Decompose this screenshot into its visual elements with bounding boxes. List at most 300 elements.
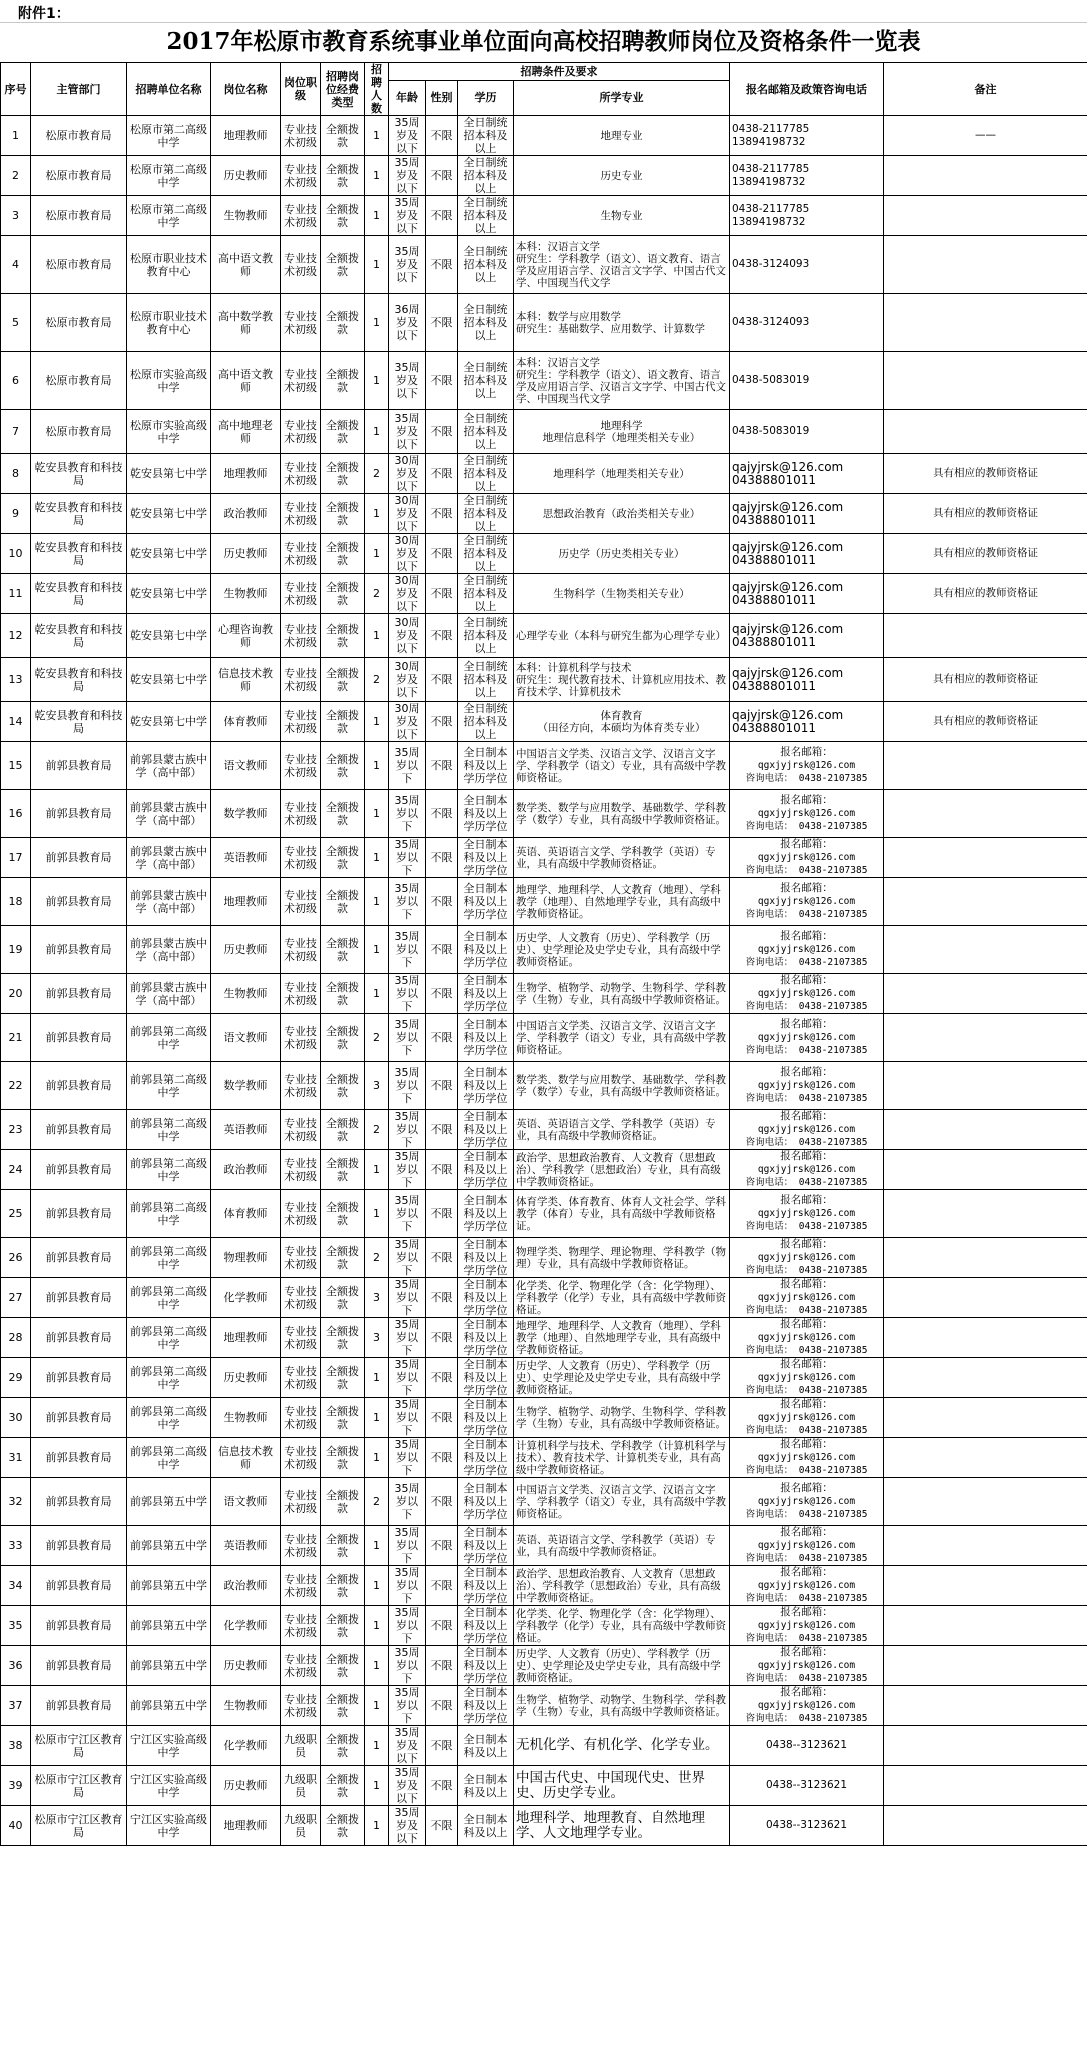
cell-edu bbox=[458, 410, 514, 454]
cell-text: 历史学、人文教育（历史）、学科教学（历史）、史学理论及史学史专业，具有高级中学教师资格证。 bbox=[516, 931, 721, 968]
cell-sex bbox=[426, 116, 458, 156]
cell-unit bbox=[127, 1278, 211, 1318]
cell-fund bbox=[321, 1150, 365, 1190]
cell-sex bbox=[426, 658, 458, 702]
cell-text: 心理学专业（本科与研究生都为心理学专业） bbox=[516, 629, 726, 642]
cell-seq bbox=[1, 742, 31, 790]
cell-dept bbox=[31, 410, 127, 454]
cell-text: 前郭县第二高级中学 bbox=[130, 1444, 207, 1471]
cell-unit bbox=[127, 878, 211, 926]
cell-note bbox=[884, 1566, 1087, 1606]
cell-level bbox=[281, 410, 321, 454]
cell-edu bbox=[458, 1398, 514, 1438]
cell-contact bbox=[730, 1438, 884, 1478]
cell-post bbox=[211, 116, 281, 156]
cell-text: 35周岁以下 bbox=[394, 1150, 420, 1189]
cell-major bbox=[514, 236, 730, 294]
cell-level bbox=[281, 878, 321, 926]
cell-text: 专业技术初级 bbox=[284, 844, 317, 871]
cell-major bbox=[514, 1062, 730, 1110]
cell-text: 报名邮箱： bbox=[780, 1278, 833, 1290]
cell-fund bbox=[321, 790, 365, 838]
cell-text: 英语教师 bbox=[223, 1539, 268, 1552]
cell-text: 专业技术初级 bbox=[284, 1156, 317, 1183]
cell-fund bbox=[321, 236, 365, 294]
cell-major bbox=[514, 1686, 730, 1726]
cell-fund bbox=[321, 1566, 365, 1606]
cell-contact bbox=[730, 790, 884, 838]
cell-unit bbox=[127, 494, 211, 534]
cell-sex bbox=[426, 1358, 458, 1398]
cell-contact bbox=[730, 1062, 884, 1110]
cell-text: 13894198732 bbox=[732, 135, 806, 148]
cell-level bbox=[281, 658, 321, 702]
cell-dept bbox=[31, 454, 127, 494]
cell-text: 咨询电话： 0438-2107385 bbox=[745, 1001, 868, 1012]
cell-text: qgxjyjrsk@126.com bbox=[757, 1372, 856, 1383]
cell-text: 1 bbox=[373, 1779, 380, 1792]
table-row bbox=[1, 1606, 1087, 1646]
cell-text: 04388801011 bbox=[732, 720, 816, 735]
cell-text: 具有相应的教师资格证 bbox=[933, 547, 1038, 559]
cell-edu bbox=[458, 352, 514, 410]
cell-sex bbox=[426, 294, 458, 352]
cell-sex bbox=[426, 1766, 458, 1806]
cell-text: 语文教师 bbox=[223, 1495, 268, 1508]
cell-text: 全额拨款 bbox=[326, 1364, 359, 1391]
cell-unit bbox=[127, 926, 211, 974]
cell-text: qgxjyjrsk@126.com bbox=[757, 1452, 856, 1463]
cell-text: 松原市实验高级中学 bbox=[130, 367, 207, 394]
cell-text: 中国语言文学类、汉语言文学、汉语言文字学、学科教学（语文）专业，具有高级中学教师资格证。 bbox=[516, 1019, 726, 1056]
table-row bbox=[1, 742, 1087, 790]
cell-text: 3 bbox=[373, 1331, 380, 1344]
cell-sex bbox=[426, 534, 458, 574]
cell-text: 不限 bbox=[430, 987, 453, 1000]
cell-count bbox=[365, 574, 389, 614]
cell-text: 全额拨款 bbox=[326, 1812, 359, 1839]
cell-dept bbox=[31, 1238, 127, 1278]
table-row bbox=[1, 1726, 1087, 1766]
cell-text: 历史专业 bbox=[600, 169, 643, 182]
cell-text: qgxjyjrsk@126.com bbox=[757, 1164, 856, 1175]
cell-dept bbox=[31, 294, 127, 352]
cell-text: qajyjrsk@126.com bbox=[732, 707, 844, 722]
cell-major bbox=[514, 116, 730, 156]
cell-fund bbox=[321, 294, 365, 352]
cell-text: 30周岁及以下 bbox=[394, 702, 420, 741]
cell-seq bbox=[1, 196, 31, 236]
cell-text: 咨询电话： 0438-2107385 bbox=[745, 1425, 868, 1436]
cell-text: 体育教师 bbox=[223, 715, 268, 728]
cell-level bbox=[281, 1278, 321, 1318]
cell-text: 35周岁及以下 bbox=[394, 361, 420, 400]
header-conditions: 招聘条件及要求 bbox=[389, 63, 730, 81]
cell-edu bbox=[458, 574, 514, 614]
table-row bbox=[1, 116, 1087, 156]
cell-text: 报名邮箱： bbox=[780, 1018, 833, 1030]
cell-text: 前郭县第二高级中学 bbox=[130, 1200, 207, 1227]
cell-major bbox=[514, 574, 730, 614]
cell-seq bbox=[1, 1358, 31, 1398]
cell-unit bbox=[127, 838, 211, 878]
cell-sex bbox=[426, 1278, 458, 1318]
cell-fund bbox=[321, 838, 365, 878]
cell-dept bbox=[31, 1526, 127, 1566]
cell-text: 35周岁及以下 bbox=[394, 412, 420, 451]
cell-contact bbox=[730, 878, 884, 926]
cell-text: 2 bbox=[373, 1031, 380, 1044]
cell-text: 全额拨款 bbox=[326, 1652, 359, 1679]
cell-count bbox=[365, 742, 389, 790]
cell-count bbox=[365, 878, 389, 926]
cell-note bbox=[884, 1606, 1087, 1646]
cell-note bbox=[884, 1318, 1087, 1358]
cell-text: 35周岁以下 bbox=[394, 1606, 420, 1645]
cell-unit bbox=[127, 1190, 211, 1238]
cell-post bbox=[211, 1566, 281, 1606]
cell-dept bbox=[31, 1766, 127, 1806]
cell-text: 乾安县教育和科技局 bbox=[34, 460, 123, 487]
header-edu: 学历 bbox=[458, 80, 514, 115]
cell-text: 25 bbox=[8, 1207, 23, 1220]
cell-text: 1 bbox=[373, 1163, 380, 1176]
cell-level bbox=[281, 1606, 321, 1646]
cell-seq bbox=[1, 352, 31, 410]
cell-count bbox=[365, 1358, 389, 1398]
cell-edu bbox=[458, 1438, 514, 1478]
cell-fund bbox=[321, 1646, 365, 1686]
cell-text: 全额拨款 bbox=[326, 1488, 359, 1515]
cell-text: 35周岁以下 bbox=[394, 746, 420, 785]
cell-text: 1 bbox=[373, 1659, 380, 1672]
cell-text: 历史教师 bbox=[223, 1371, 268, 1384]
table-row bbox=[1, 702, 1087, 742]
table-row bbox=[1, 1358, 1087, 1398]
cell-post bbox=[211, 454, 281, 494]
cell-text: 1 bbox=[373, 1739, 380, 1752]
cell-major bbox=[514, 1766, 730, 1806]
cell-level bbox=[281, 1110, 321, 1150]
cell-age bbox=[389, 1566, 426, 1606]
cell-seq bbox=[1, 1646, 31, 1686]
cell-text: 前郭县教育局 bbox=[45, 1411, 112, 1424]
cell-edu bbox=[458, 1478, 514, 1526]
cell-text: 0438-5083019 bbox=[732, 425, 810, 437]
cell-note bbox=[884, 838, 1087, 878]
cell-text: 不限 bbox=[430, 547, 453, 560]
cell-text: 全日制本科及以上 bbox=[463, 1732, 508, 1759]
cell-note bbox=[884, 236, 1087, 294]
cell-seq bbox=[1, 1686, 31, 1726]
cell-text: 专业技术初级 bbox=[284, 202, 317, 229]
cell-dept bbox=[31, 1318, 127, 1358]
cell-text: 前郭县教育局 bbox=[45, 1699, 112, 1712]
cell-text: 专业技术初级 bbox=[284, 1200, 317, 1227]
cell-fund bbox=[321, 410, 365, 454]
cell-text: 全额拨款 bbox=[326, 980, 359, 1007]
table-row bbox=[1, 878, 1087, 926]
cell-count bbox=[365, 116, 389, 156]
cell-text: 全额拨款 bbox=[326, 251, 359, 278]
cell-text: 专业技术初级 bbox=[284, 1652, 317, 1679]
cell-text: 松原市第二高级中学 bbox=[130, 162, 207, 189]
cell-text: 38 bbox=[8, 1739, 23, 1752]
cell-age bbox=[389, 974, 426, 1014]
cell-level bbox=[281, 702, 321, 742]
cell-age bbox=[389, 1686, 426, 1726]
cell-dept bbox=[31, 1806, 127, 1846]
cell-fund bbox=[321, 614, 365, 658]
cell-count bbox=[365, 1062, 389, 1110]
cell-text: 全额拨款 bbox=[326, 752, 359, 779]
cell-contact bbox=[730, 1238, 884, 1278]
cell-unit bbox=[127, 1726, 211, 1766]
cell-age bbox=[389, 1238, 426, 1278]
cell-text: 04388801011 bbox=[732, 678, 816, 693]
cell-text: 全日制本科及以上学历学位 bbox=[463, 1238, 508, 1277]
cell-major bbox=[514, 974, 730, 1014]
cell-text: 前郭县教育局 bbox=[45, 1451, 112, 1464]
cell-text: 心理咨询教师 bbox=[218, 622, 273, 649]
cell-major bbox=[514, 1478, 730, 1526]
cell-edu bbox=[458, 1062, 514, 1110]
cell-text: 40 bbox=[8, 1819, 23, 1832]
cell-text: 政治学、思想政治教育、人文教育（思想政治）、学科教学（思想政治）专业，具有高级中学教师资格证。 bbox=[516, 1567, 721, 1604]
cell-contact bbox=[730, 974, 884, 1014]
cell-text: 本科：汉语言文学 bbox=[516, 356, 600, 369]
cell-edu bbox=[458, 1110, 514, 1150]
cell-text: 前郭县蒙古族中学（高中部） bbox=[130, 752, 207, 779]
cell-unit bbox=[127, 294, 211, 352]
cell-level bbox=[281, 742, 321, 790]
cell-level bbox=[281, 1526, 321, 1566]
cell-contact bbox=[730, 702, 884, 742]
cell-post bbox=[211, 1398, 281, 1438]
cell-unit bbox=[127, 156, 211, 196]
cell-text: 乾安县第七中学 bbox=[130, 587, 207, 600]
cell-age bbox=[389, 1606, 426, 1646]
cell-text: 松原市宁江区教育局 bbox=[34, 1732, 123, 1759]
cell-sex bbox=[426, 352, 458, 410]
cell-post bbox=[211, 702, 281, 742]
cell-unit bbox=[127, 1318, 211, 1358]
cell-text: 专业技术初级 bbox=[284, 980, 317, 1007]
cell-seq bbox=[1, 838, 31, 878]
cell-text: 不限 bbox=[430, 895, 453, 908]
table-row bbox=[1, 1278, 1087, 1318]
cell-major bbox=[514, 1806, 730, 1846]
cell-text: 2 bbox=[373, 587, 380, 600]
cell-text: 前郭县教育局 bbox=[45, 1539, 112, 1552]
cell-text: 本科：汉语言文学 bbox=[516, 240, 600, 253]
cell-fund bbox=[321, 1238, 365, 1278]
cell-sex bbox=[426, 236, 458, 294]
cell-level bbox=[281, 534, 321, 574]
cell-level bbox=[281, 454, 321, 494]
cell-sex bbox=[426, 1806, 458, 1846]
cell-major bbox=[514, 156, 730, 196]
cell-note bbox=[884, 878, 1087, 926]
cell-text: 15 bbox=[8, 759, 23, 772]
cell-text: qgxjyjrsk@126.com bbox=[757, 1124, 856, 1135]
cell-contact bbox=[730, 1566, 884, 1606]
cell-text: 研究生：现代教育技术、计算机应用技术、教育技术学、计算机技术 bbox=[516, 673, 726, 698]
cell-dept bbox=[31, 236, 127, 294]
cell-dept bbox=[31, 1646, 127, 1686]
cell-text: 全额拨款 bbox=[326, 122, 359, 149]
cell-fund bbox=[321, 1110, 365, 1150]
cell-sex bbox=[426, 1014, 458, 1062]
cell-unit bbox=[127, 1014, 211, 1062]
cell-text: 生物学、植物学、动物学、生物科学、学科教学（生物）专业，具有高级中学教师资格证。 bbox=[516, 1693, 726, 1718]
cell-text: 专业技术初级 bbox=[284, 1444, 317, 1471]
cell-level bbox=[281, 1238, 321, 1278]
cell-text: 地理教师 bbox=[223, 1331, 268, 1344]
table-row bbox=[1, 1478, 1087, 1526]
cell-text: 松原市教育局 bbox=[45, 316, 112, 329]
cell-text: 0438--3123621 bbox=[765, 1819, 848, 1831]
cell-text: 全日制本科及以上学历学位 bbox=[463, 930, 508, 969]
cell-major bbox=[514, 926, 730, 974]
cell-count bbox=[365, 410, 389, 454]
cell-text: 乾安县第七中学 bbox=[130, 673, 207, 686]
cell-text: 1 bbox=[373, 807, 380, 820]
table-row bbox=[1, 658, 1087, 702]
table-row bbox=[1, 1646, 1087, 1686]
cell-text: 生物专业 bbox=[600, 209, 643, 222]
cell-text: 松原市宁江区教育局 bbox=[34, 1812, 123, 1839]
cell-text: 不限 bbox=[430, 129, 453, 142]
cell-text: 全日制本科及以上学历学位 bbox=[463, 974, 508, 1013]
cell-text: 宁江区实验高级中学 bbox=[130, 1772, 207, 1799]
cell-age bbox=[389, 838, 426, 878]
cell-age bbox=[389, 878, 426, 926]
cell-text: 高中语文教师 bbox=[218, 251, 273, 278]
cell-count bbox=[365, 156, 389, 196]
cell-text: 地理信息科学（地理类相关专业） bbox=[542, 431, 701, 444]
cell-seq bbox=[1, 1014, 31, 1062]
cell-contact bbox=[730, 658, 884, 702]
cell-dept bbox=[31, 790, 127, 838]
cell-level bbox=[281, 1062, 321, 1110]
cell-note bbox=[884, 1478, 1087, 1526]
cell-text: 2 bbox=[373, 1495, 380, 1508]
cell-note bbox=[884, 1062, 1087, 1110]
cell-unit bbox=[127, 352, 211, 410]
cell-edu bbox=[458, 702, 514, 742]
cell-text: 全日制本科及以上学历学位 bbox=[463, 1438, 508, 1477]
cell-text: 2 bbox=[373, 673, 380, 686]
cell-text: 专业技术初级 bbox=[284, 708, 317, 735]
cell-text: 全日制本科及以上学历学位 bbox=[463, 1194, 508, 1233]
cell-text: 3 bbox=[373, 1079, 380, 1092]
cell-text: 0438-2117785 bbox=[732, 162, 810, 175]
cell-text: qgxjyjrsk@126.com bbox=[757, 1540, 856, 1551]
cell-sex bbox=[426, 838, 458, 878]
cell-text: 全日制统招本科及以上 bbox=[463, 616, 508, 655]
cell-major bbox=[514, 534, 730, 574]
cell-post bbox=[211, 1190, 281, 1238]
cell-sex bbox=[426, 1726, 458, 1766]
cell-text: 全日制统招本科及以上 bbox=[463, 660, 508, 699]
cell-text: 全日制本科及以上学历学位 bbox=[463, 1318, 508, 1357]
cell-text: 35周岁以下 bbox=[394, 1646, 420, 1685]
cell-age bbox=[389, 1646, 426, 1686]
cell-note bbox=[884, 1358, 1087, 1398]
cell-seq bbox=[1, 574, 31, 614]
cell-level bbox=[281, 1646, 321, 1686]
cell-text: 松原市第二高级中学 bbox=[130, 202, 207, 229]
cell-fund bbox=[321, 974, 365, 1014]
cell-text: 专业技术初级 bbox=[284, 580, 317, 607]
cell-post bbox=[211, 1062, 281, 1110]
cell-text: 松原市实验高级中学 bbox=[130, 418, 207, 445]
table-row bbox=[1, 1150, 1087, 1190]
cell-text: 前郭县教育局 bbox=[45, 1123, 112, 1136]
cell-dept bbox=[31, 1278, 127, 1318]
cell-text: 前郭县第二高级中学 bbox=[130, 1116, 207, 1143]
header-major: 所学专业 bbox=[514, 80, 730, 115]
cell-sex bbox=[426, 1438, 458, 1478]
cell-text: 前郭县教育局 bbox=[45, 851, 112, 864]
cell-text: 2 bbox=[373, 1123, 380, 1136]
cell-dept bbox=[31, 1014, 127, 1062]
cell-post bbox=[211, 1726, 281, 1766]
cell-text: 35周岁及以下 bbox=[394, 1766, 420, 1805]
cell-text: 35周岁以下 bbox=[394, 1482, 420, 1521]
cell-age bbox=[389, 156, 426, 196]
cell-text: 全日制统招本科及以上 bbox=[463, 454, 508, 493]
cell-note bbox=[884, 156, 1087, 196]
cell-text: 前郭县教育局 bbox=[45, 759, 112, 772]
cell-post bbox=[211, 1358, 281, 1398]
cell-text: 1 bbox=[373, 209, 380, 222]
cell-text: 7 bbox=[12, 425, 19, 438]
cell-text: 具有相应的教师资格证 bbox=[933, 467, 1038, 479]
cell-text: qgxjyjrsk@126.com bbox=[757, 1412, 856, 1423]
cell-text: 报名邮箱： bbox=[780, 1066, 833, 1078]
cell-level bbox=[281, 1014, 321, 1062]
cell-level bbox=[281, 156, 321, 196]
cell-unit bbox=[127, 974, 211, 1014]
cell-fund bbox=[321, 1398, 365, 1438]
cell-seq bbox=[1, 658, 31, 702]
cell-unit bbox=[127, 116, 211, 156]
cell-text: 语文教师 bbox=[223, 759, 268, 772]
cell-text: 全日制统招本科及以上 bbox=[463, 534, 508, 573]
cell-major bbox=[514, 196, 730, 236]
table-row bbox=[1, 1238, 1087, 1278]
cell-age bbox=[389, 1150, 426, 1190]
cell-contact bbox=[730, 1766, 884, 1806]
cell-level bbox=[281, 294, 321, 352]
cell-fund bbox=[321, 574, 365, 614]
cell-count bbox=[365, 1238, 389, 1278]
cell-text: 不限 bbox=[430, 1123, 453, 1136]
cell-text: 松原市教育局 bbox=[45, 425, 112, 438]
cell-text: 思想政治教育（政治类相关专业） bbox=[542, 507, 701, 520]
cell-post bbox=[211, 974, 281, 1014]
cell-text: 乾安县教育和科技局 bbox=[34, 622, 123, 649]
cell-text: 不限 bbox=[430, 1411, 453, 1424]
cell-major bbox=[514, 1398, 730, 1438]
cell-text: 1 bbox=[12, 129, 19, 142]
cell-text: 不限 bbox=[430, 1291, 453, 1304]
cell-text: 专业技术初级 bbox=[284, 1116, 317, 1143]
cell-post bbox=[211, 1478, 281, 1526]
table-row bbox=[1, 838, 1087, 878]
